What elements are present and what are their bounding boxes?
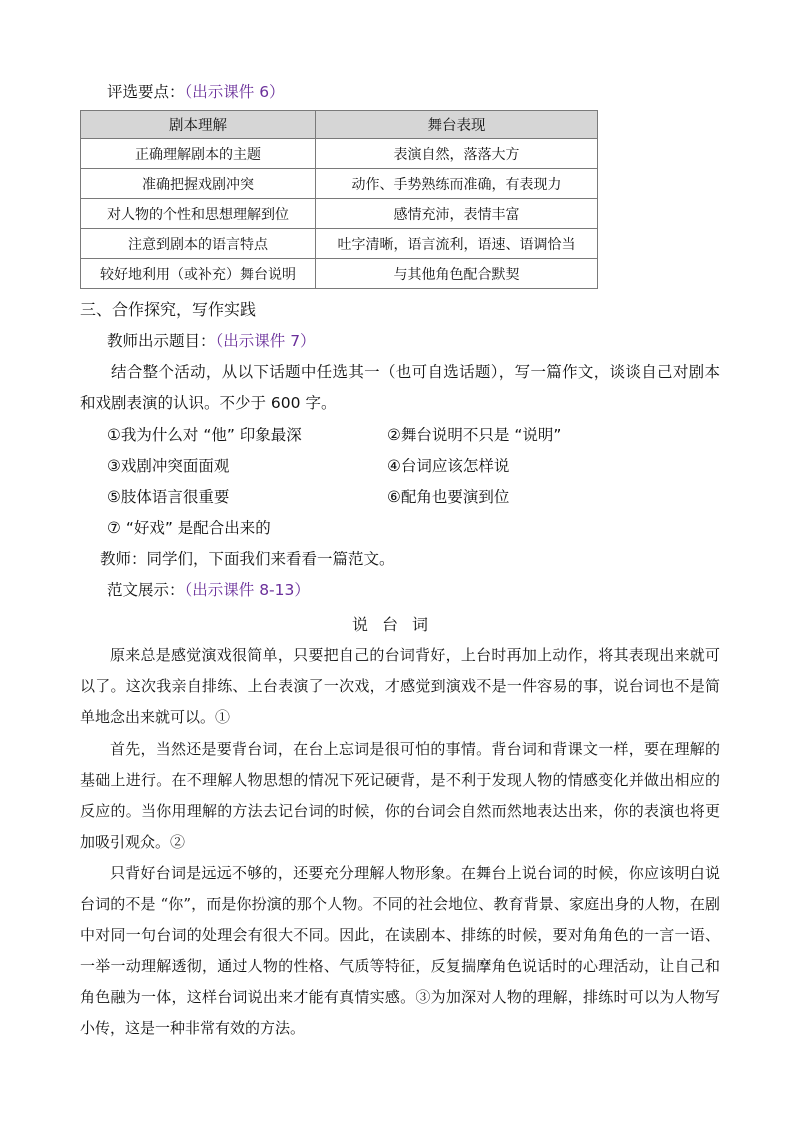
table-row xyxy=(81,169,598,199)
table-cell: 吐字清晰，语言流利，语速、语调恰当 xyxy=(316,229,598,259)
table-cell: 正确理解剧本的主题 xyxy=(81,139,316,169)
essay-paragraph: 只背好台词是远远不够的，还要充分理解人物形象。在舞台上说台词的时候，你应该明白说台词的不是 “你”，而是你扮演的那个人物。不同的社会地位、教育背景、家庭出身的人物，在剧中对同一句台词的处理会有很大不同。因此，在读剧本、排练的时候，要对角角色的一言一语、一举一动理解透彻，通过人物的性格、气质等特征，反复揣摩角色说话时的心理活动，让自己和角色融为一体，这样台词说出来才能有真情实感。③为加深对人物的理解，排练时可以为人物写小传，这是一种非常有效的方法。 xyxy=(80,864,720,1037)
table-cell: 感情充沛，表情丰富 xyxy=(316,199,598,229)
table-cell: 注意到剧本的语言特点 xyxy=(81,229,316,259)
table-row xyxy=(81,229,598,259)
topic-item: ②舞台说明不只是 “说明” xyxy=(387,426,562,444)
teacher-label: 教师出示题目： xyxy=(107,332,216,350)
teacher-ref: （出示课件 7） xyxy=(215,332,316,350)
table-row xyxy=(81,199,598,229)
criteria-heading xyxy=(107,82,285,102)
topic-item: ①我为什么对 “他” 印象最深 xyxy=(107,426,302,444)
criteria-label: 评选要点： xyxy=(107,83,185,101)
essay-paragraph: 原来总是感觉演戏很简单，只要把自己的台词背好，上台时再加上动作，将其表现出来就可以了。这次我亲自排练、上台表演了一次戏，才感觉到演戏不是一件容易的事，说台词也不是简单地念出来就可以。① xyxy=(80,646,720,726)
criteria-ref: （出示课件 6） xyxy=(184,83,285,101)
teacher-line: 教师：同学们，下面我们来看看一篇范文。 xyxy=(100,550,395,568)
sample-ref: （出示课件 8-13） xyxy=(184,581,310,599)
teacher-prompt-line xyxy=(107,331,316,351)
criteria-table xyxy=(80,110,598,289)
sample-line xyxy=(107,580,310,600)
writing-prompt: 结合整个活动，从以下话题中任选其一（也可自选话题），写一篇作文，谈谈自己对剧本和戏剧表演的认识。不少于 600 字。 xyxy=(80,363,720,412)
topic-item: ⑥配角也要演到位 xyxy=(387,488,510,506)
essay-paragraph: 首先，当然还是要背台词，在台上忘词是很可怕的事情。背台词和背课文一样，要在理解的基础上进行。在不理解人物思想的情况下死记硬背，是不利于发现人物的情感变化并做出相应的反应的。当你用理解的方法去记台词的时候，你的台词会自然而然地表达出来，你的表演也将更加吸引观众。② xyxy=(80,740,720,851)
column-header: 舞台表现 xyxy=(316,111,598,139)
table-row xyxy=(81,259,598,289)
column-header: 剧本理解 xyxy=(81,111,316,139)
topic-item: ⑦ “好戏” 是配合出来的 xyxy=(107,519,271,537)
table-cell: 较好地利用（或补充）舞台说明 xyxy=(81,259,316,289)
table-cell: 与其他角色配合默契 xyxy=(316,259,598,289)
table-header-row xyxy=(81,111,598,139)
essay-title: 说台词 xyxy=(351,615,442,634)
section-heading: 三、合作探究，写作实践 xyxy=(80,300,257,319)
sample-label: 范文展示： xyxy=(107,581,185,599)
table-cell: 对人物的个性和思想理解到位 xyxy=(81,199,316,229)
table-row xyxy=(81,139,598,169)
topic-item: ⑤肢体语言很重要 xyxy=(107,488,230,506)
table-cell: 准确把握戏剧冲突 xyxy=(81,169,316,199)
topic-item: ③戏剧冲突面面观 xyxy=(107,457,230,475)
topic-item: ④台词应该怎样说 xyxy=(387,457,510,475)
table-cell: 动作、手势熟练而准确，有表现力 xyxy=(316,169,598,199)
table-cell: 表演自然，落落大方 xyxy=(316,139,598,169)
